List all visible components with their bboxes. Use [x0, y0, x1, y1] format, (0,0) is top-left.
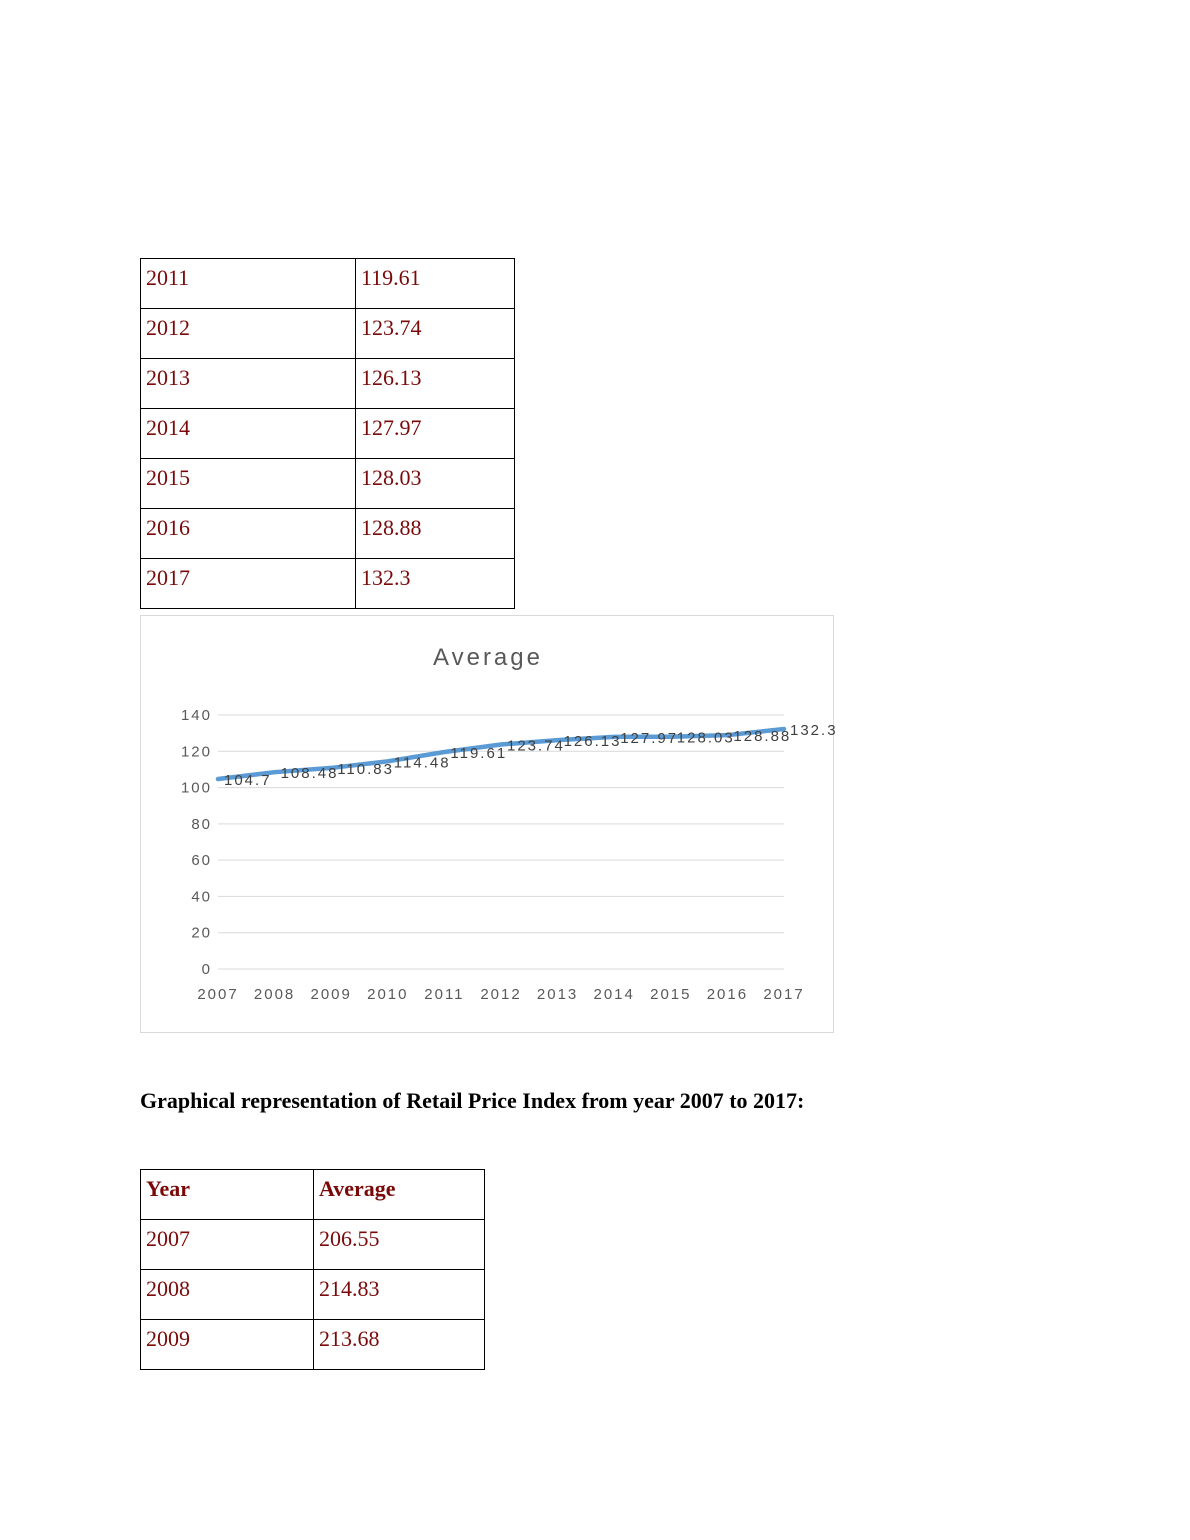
table-row: [141, 409, 515, 459]
data-label: 123.74: [507, 737, 565, 755]
average-cell: 214.83: [314, 1270, 485, 1320]
data-label: 108.48: [280, 765, 339, 783]
x-tick-label: 2012: [480, 986, 522, 1003]
table-header-row: [141, 1170, 485, 1220]
x-tick-label: 2014: [593, 986, 635, 1003]
year-cell: 2007: [141, 1220, 314, 1270]
rpi-table-continued: [140, 258, 515, 609]
year-header: Year: [141, 1170, 314, 1220]
year-cell: 2008: [141, 1270, 314, 1320]
x-tick-label: 2013: [536, 986, 579, 1003]
average-cell: 119.61: [356, 259, 515, 309]
data-label: 132.3: [790, 721, 838, 739]
table-row: [141, 559, 515, 609]
x-tick-label: 2017: [763, 986, 805, 1003]
x-tick-label: 2011: [424, 986, 465, 1003]
x-axis-ticks: [197, 986, 804, 1003]
chart-caption: Graphical representation of Retail Price Index from year 2007 to 2017:: [140, 1088, 805, 1113]
year-cell: 2014: [141, 409, 356, 459]
rpi-table: [140, 1169, 485, 1370]
year-cell: 2015: [141, 459, 356, 509]
table-row: [141, 459, 515, 509]
average-cell: 132.3: [356, 559, 515, 609]
data-label: 104.7: [224, 772, 272, 790]
y-tick-label: 60: [191, 852, 212, 870]
table-row: [141, 1270, 485, 1320]
data-label: 110.83: [337, 760, 394, 778]
data-label: 128.88: [733, 728, 792, 746]
y-tick-label: 100: [180, 779, 212, 797]
x-tick-label: 2008: [253, 986, 296, 1003]
year-cell: 2009: [141, 1320, 314, 1370]
data-label: 127.97: [620, 729, 679, 747]
average-cell: 128.03: [356, 459, 515, 509]
table-row: [141, 1320, 485, 1370]
average-line-chart: [140, 615, 838, 1033]
year-cell: 2011: [141, 259, 356, 309]
y-tick-label: 140: [180, 707, 212, 724]
data-labels: [224, 722, 838, 789]
data-label: 114.48: [393, 754, 451, 772]
table-row: [141, 359, 515, 409]
chart-title: Average: [433, 644, 543, 671]
data-label: 126.13: [563, 733, 622, 751]
y-axis-ticks: [181, 707, 212, 978]
x-tick-label: 2016: [706, 986, 749, 1003]
table-row: [141, 259, 515, 309]
year-cell: 2012: [141, 309, 356, 359]
y-tick-label: 20: [191, 924, 212, 942]
year-cell: 2013: [141, 359, 356, 409]
y-tick-label: 80: [191, 815, 212, 833]
average-cell: 206.55: [314, 1220, 485, 1270]
x-tick-label: 2009: [310, 986, 352, 1003]
average-cell: 213.68: [314, 1320, 485, 1370]
table-row: [141, 1220, 485, 1270]
y-tick-label: 120: [180, 743, 212, 761]
average-header: Average: [314, 1170, 485, 1220]
average-cell: 128.88: [356, 509, 515, 559]
x-tick-label: 2007: [197, 986, 239, 1003]
x-tick-label: 2015: [650, 986, 692, 1003]
year-cell: 2016: [141, 509, 356, 559]
data-label: 128.03: [676, 729, 735, 747]
average-cell: 127.97: [356, 409, 515, 459]
chart-canvas: [141, 616, 838, 1034]
table-row: [141, 309, 515, 359]
year-cell: 2017: [141, 559, 356, 609]
y-tick-label: 40: [191, 888, 212, 906]
y-tick-label: 0: [201, 961, 212, 978]
data-label: 119.61: [450, 744, 508, 762]
x-tick-label: 2010: [367, 986, 409, 1003]
average-cell: 126.13: [356, 359, 515, 409]
table-row: [141, 509, 515, 559]
average-cell: 123.74: [356, 309, 515, 359]
